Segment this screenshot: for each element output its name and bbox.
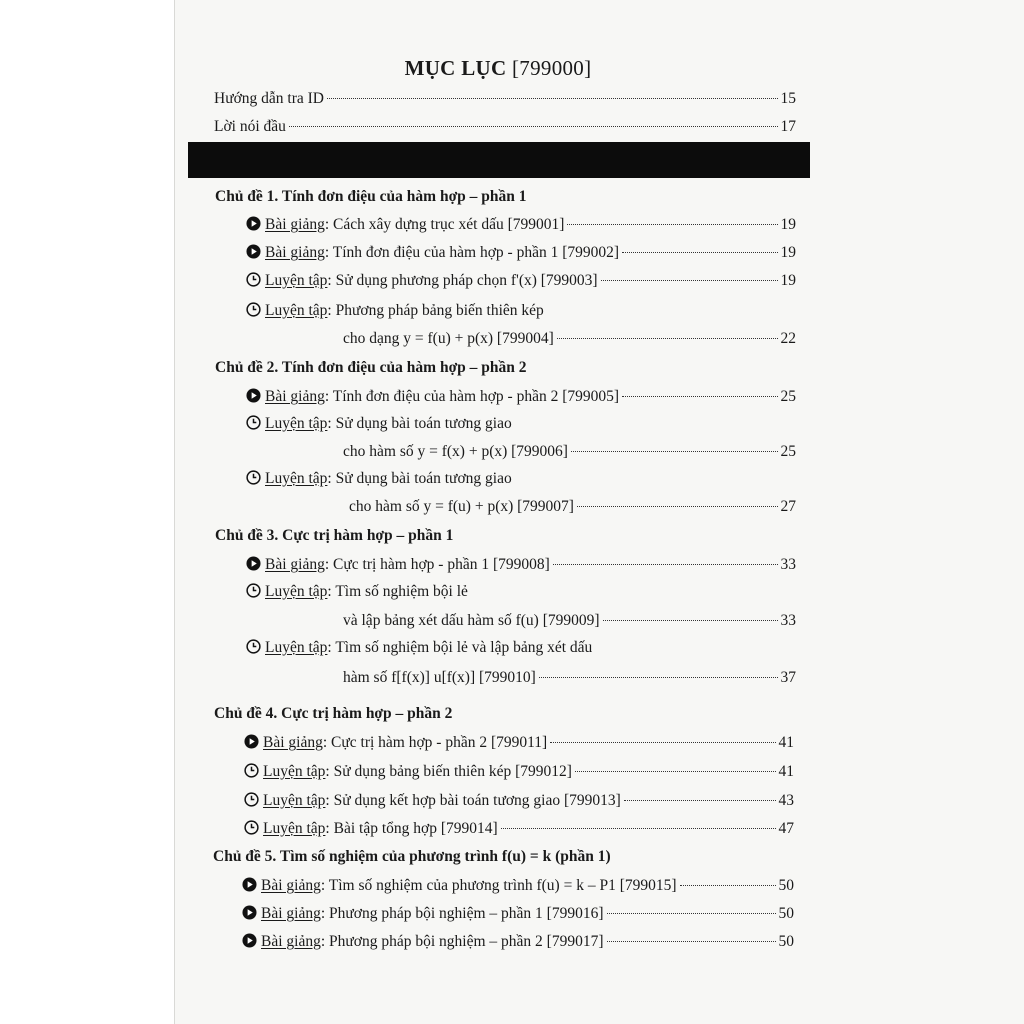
play-icon bbox=[242, 905, 257, 920]
entry-continuation: cho hàm số y = f(x) + p(x) [799006] bbox=[343, 443, 568, 460]
entry-type: Luyện tập bbox=[263, 792, 326, 809]
entry-text: Sử dụng bảng biến thiên kép [799012] bbox=[333, 763, 572, 780]
dot-leader bbox=[571, 451, 778, 452]
toc-entry-guide[interactable] bbox=[214, 90, 796, 108]
entry-type: Luyện tập bbox=[265, 302, 328, 319]
clock-icon bbox=[244, 820, 259, 835]
toc-entry-799010-line1[interactable]: Luyện tập: Tìm số nghiệm bội lẻ và lập bảng xét dấu bbox=[246, 639, 592, 657]
title-main: MỤC LỤC bbox=[404, 56, 507, 80]
entry-type: Bài giảng bbox=[265, 244, 325, 261]
entry-text: Bài tập tổng hợp [799014] bbox=[333, 820, 498, 837]
toc-entry-799012[interactable]: Luyện tập: Sử dụng bảng biến thiên kép [799012] 41 bbox=[244, 763, 794, 781]
entry-text: Tìm số nghiệm của phương trình f(u) = k – P1 [799015] bbox=[328, 877, 677, 894]
entry-text: Cách xây dựng trục xét dấu [799001] bbox=[333, 216, 565, 233]
entry-text: Sử dụng kết hợp bài toán tương giao [799013] bbox=[333, 792, 621, 809]
entry-type: Luyện tập bbox=[265, 272, 328, 289]
play-icon bbox=[246, 556, 261, 571]
clock-icon bbox=[246, 639, 261, 654]
play-icon bbox=[246, 388, 261, 403]
dot-leader bbox=[622, 396, 777, 397]
page-title bbox=[174, 56, 822, 81]
page-number: 50 bbox=[778, 905, 794, 922]
page-number: 25 bbox=[780, 388, 796, 405]
page-number: 15 bbox=[780, 90, 796, 107]
dot-leader bbox=[680, 885, 776, 886]
play-icon bbox=[242, 933, 257, 948]
clock-icon bbox=[246, 272, 261, 287]
toc-entry-799017[interactable]: Bài giảng: Phương pháp bội nghiệm – phần 2 [799017] 50 bbox=[242, 933, 794, 951]
toc-entry-799011[interactable]: Bài giảng: Cực trị hàm hợp - phần 2 [799011] 41 bbox=[244, 734, 794, 752]
play-icon bbox=[246, 216, 261, 231]
play-icon bbox=[244, 734, 259, 749]
entry-continuation: cho hàm số y = f(u) + p(x) [799007] bbox=[349, 498, 574, 515]
entry-text: Tính đơn điệu của hàm hợp - phần 2 [799005] bbox=[332, 388, 620, 405]
clock-icon bbox=[244, 763, 259, 778]
entry-type: Luyện tập bbox=[263, 763, 326, 780]
toc-entry-799009[interactable] bbox=[343, 612, 796, 630]
toc-entry-799004-line1[interactable]: Luyện tập: Phương pháp bảng biến thiên kép bbox=[246, 302, 544, 320]
entry-continuation: và lập bảng xét dấu hàm số f(u) [799009] bbox=[343, 612, 600, 629]
clock-icon bbox=[246, 415, 261, 430]
entry-text: Phương pháp bội nghiệm – phần 1 [799016] bbox=[329, 905, 604, 922]
toc-entry-799004[interactable] bbox=[343, 330, 796, 348]
topic-5-title: Chủ đề 5. Tìm số nghiệm của phương trình f(u) = k (phần 1) bbox=[213, 848, 611, 865]
page-number: 43 bbox=[778, 792, 794, 809]
entry-type: Luyện tập bbox=[265, 639, 328, 656]
toc-entry-799013[interactable]: Luyện tập: Sử dụng kết hợp bài toán tương giao [799013] 43 bbox=[244, 792, 794, 810]
entry-text: Tìm số nghiệm bội lẻ và lập bảng xét dấu bbox=[335, 639, 593, 656]
dot-leader bbox=[289, 126, 778, 127]
entry-type: Bài giảng bbox=[263, 734, 323, 751]
page-number: 33 bbox=[780, 556, 796, 573]
clock-icon bbox=[246, 470, 261, 485]
toc-entry-preface[interactable] bbox=[214, 118, 796, 136]
dot-leader bbox=[577, 506, 778, 507]
entry-type: Luyện tập bbox=[265, 415, 328, 432]
entry-text: Lời nói đầu bbox=[214, 118, 286, 135]
entry-text: Phương pháp bảng biến thiên kép bbox=[335, 302, 544, 319]
entry-type: Luyện tập bbox=[265, 470, 328, 487]
entry-type: Bài giảng bbox=[265, 388, 325, 405]
page-number: 50 bbox=[778, 933, 794, 950]
dot-leader bbox=[327, 98, 778, 99]
page-number: 19 bbox=[780, 216, 796, 233]
section-header-band bbox=[188, 142, 810, 178]
toc-entry-799005[interactable]: Bài giảng: Tính đơn điệu của hàm hợp - phần 2 [799005] 25 bbox=[246, 388, 796, 406]
clock-icon bbox=[246, 583, 261, 598]
topic-2-title: Chủ đề 2. Tính đơn điệu của hàm hợp – phần 2 bbox=[215, 359, 527, 376]
toc-entry-799002[interactable]: Bài giảng: Tính đơn điệu của hàm hợp - phần 1 [799002] 19 bbox=[246, 244, 796, 262]
topic-1-title: Chủ đề 1. Tính đơn điệu của hàm hợp – phần 1 bbox=[215, 188, 527, 205]
dot-leader bbox=[557, 338, 778, 339]
entry-text: Sử dụng bài toán tương giao bbox=[335, 470, 512, 487]
entry-type: Bài giảng bbox=[261, 933, 321, 950]
dot-leader bbox=[553, 564, 778, 565]
dot-leader bbox=[567, 224, 777, 225]
clock-icon bbox=[244, 792, 259, 807]
entry-type: Luyện tập bbox=[263, 820, 326, 837]
entry-text: Hướng dẫn tra ID bbox=[214, 90, 324, 107]
clock-icon bbox=[246, 302, 261, 317]
page-number: 41 bbox=[778, 763, 794, 780]
dot-leader bbox=[624, 800, 776, 801]
toc-entry-799007[interactable] bbox=[349, 498, 796, 516]
entry-text: Cực trị hàm hợp - phần 1 [799008] bbox=[333, 556, 550, 573]
toc-entry-799006-line1[interactable]: Luyện tập: Sử dụng bài toán tương giao bbox=[246, 415, 512, 433]
title-id: [799000] bbox=[512, 56, 592, 80]
entry-continuation: cho dạng y = f(u) + p(x) [799004] bbox=[343, 330, 554, 347]
page-number: 47 bbox=[778, 820, 794, 837]
entry-text: Sử dụng phương pháp chọn f'(x) [799003] bbox=[335, 272, 598, 289]
dot-leader bbox=[607, 941, 776, 942]
toc-entry-799007-line1[interactable]: Luyện tập: Sử dụng bài toán tương giao bbox=[246, 470, 512, 488]
entry-continuation: hàm số f[f(x)] u[f(x)] [799010] bbox=[343, 669, 536, 686]
entry-type: Bài giảng bbox=[261, 905, 321, 922]
page-number: 25 bbox=[780, 443, 796, 460]
page-number: 22 bbox=[780, 330, 796, 347]
toc-entry-799015[interactable]: Bài giảng: Tìm số nghiệm của phương trình f(u) = k – P1 [799015] 50 bbox=[242, 877, 794, 895]
entry-type: Bài giảng bbox=[265, 556, 325, 573]
topic-3-title: Chủ đề 3. Cực trị hàm hợp – phần 1 bbox=[215, 527, 454, 544]
dot-leader bbox=[622, 252, 777, 253]
toc-entry-799009-line1[interactable]: Luyện tập: Tìm số nghiệm bội lẻ bbox=[246, 583, 468, 601]
page-number: 41 bbox=[778, 734, 794, 751]
toc-entry-799008[interactable]: Bài giảng: Cực trị hàm hợp - phần 1 [799008] 33 bbox=[246, 556, 796, 574]
entry-type: Bài giảng bbox=[261, 877, 321, 894]
dot-leader bbox=[501, 828, 776, 829]
play-icon bbox=[242, 877, 257, 892]
page-number: 17 bbox=[780, 118, 796, 135]
toc-entry-799001[interactable]: Bài giảng: Cách xây dựng trục xét dấu [799001] 19 bbox=[246, 216, 796, 234]
dot-leader bbox=[603, 620, 778, 621]
toc-entry-799006[interactable] bbox=[343, 443, 796, 461]
toc-entry-799003[interactable]: Luyện tập: Sử dụng phương pháp chọn f'(x) [799003] 19 bbox=[246, 272, 796, 290]
page-number: 37 bbox=[780, 669, 796, 686]
page-number: 19 bbox=[780, 244, 796, 261]
topic-4-title: Chủ đề 4. Cực trị hàm hợp – phần 2 bbox=[214, 705, 453, 722]
page-number: 27 bbox=[780, 498, 796, 515]
entry-type: Bài giảng bbox=[265, 216, 325, 233]
entry-type: Luyện tập bbox=[265, 583, 328, 600]
play-icon bbox=[246, 244, 261, 259]
entry-text: Tìm số nghiệm bội lẻ bbox=[335, 583, 468, 600]
dot-leader bbox=[550, 742, 775, 743]
page-number: 33 bbox=[780, 612, 796, 629]
dot-leader bbox=[607, 913, 776, 914]
entry-text: Cực trị hàm hợp - phần 2 [799011] bbox=[331, 734, 548, 751]
toc-entry-799016[interactable]: Bài giảng: Phương pháp bội nghiệm – phần 1 [799016] 50 bbox=[242, 905, 794, 923]
entry-text: Sử dụng bài toán tương giao bbox=[335, 415, 512, 432]
dot-leader bbox=[601, 280, 778, 281]
entry-text: Tính đơn điệu của hàm hợp - phần 1 [799002] bbox=[332, 244, 620, 261]
entry-text: Phương pháp bội nghiệm – phần 2 [799017] bbox=[329, 933, 604, 950]
page-number: 19 bbox=[780, 272, 796, 289]
dot-leader bbox=[575, 771, 776, 772]
toc-entry-799014[interactable]: Luyện tập: Bài tập tổng hợp [799014] 47 bbox=[244, 820, 794, 838]
page-number: 50 bbox=[778, 877, 794, 894]
toc-entry-799010[interactable] bbox=[343, 669, 796, 687]
dot-leader bbox=[539, 677, 778, 678]
